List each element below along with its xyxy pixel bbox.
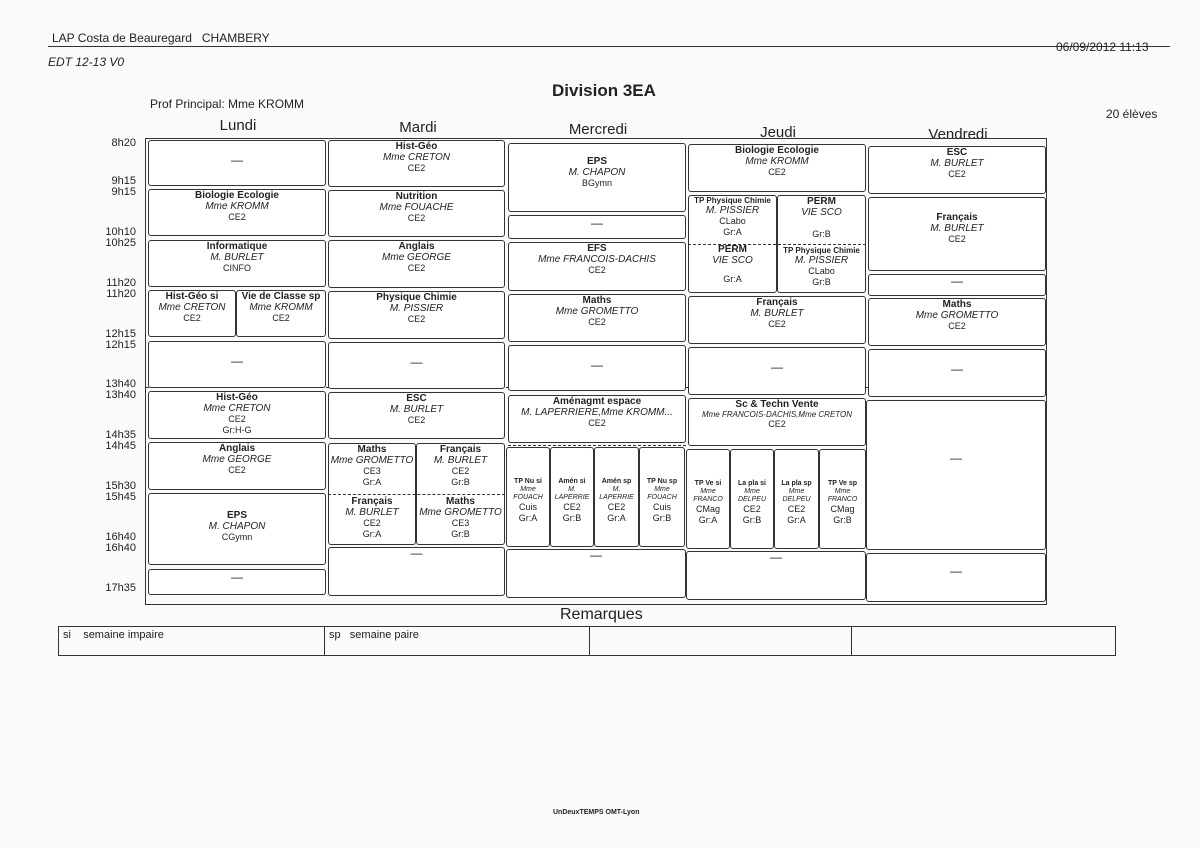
mardi-slot-empty[interactable]: — bbox=[328, 547, 505, 596]
vendredi-esc[interactable]: ESC M. BURLET CE2 bbox=[868, 146, 1046, 194]
mercredi-divider bbox=[508, 445, 686, 446]
remark-sp: sp semaine paire bbox=[325, 627, 590, 655]
remark-empty-cell bbox=[852, 627, 1115, 655]
time-label: 11h20 bbox=[106, 288, 136, 300]
vendredi-slot-empty[interactable]: — bbox=[866, 400, 1046, 550]
mardi-anglais[interactable]: Anglais Mme GEORGE CE2 bbox=[328, 240, 505, 288]
mercredi-tp-nutrition-si[interactable]: TP Nu si Mme FOUACH Cuis Gr:A bbox=[506, 447, 550, 547]
time-label: 13h40 bbox=[105, 378, 136, 390]
jeudi-francais[interactable]: Français M. BURLET CE2 bbox=[688, 296, 866, 344]
vendredi-maths[interactable]: Maths Mme GROMETTO CE2 bbox=[868, 298, 1046, 346]
jeudi-sc-techn-vente[interactable]: Sc & Techn Vente Mme FRANCOIS-DACHIS,Mme CRETON CE2 bbox=[688, 398, 866, 446]
time-label: 10h10 bbox=[105, 226, 136, 238]
time-label: 16h40 bbox=[105, 531, 136, 543]
jeudi-slot-empty[interactable]: — bbox=[688, 347, 866, 395]
time-label: 16h40 bbox=[105, 542, 136, 554]
mercredi-amen-sp[interactable]: Amén sp M. LAPERRIE CE2 Gr:A bbox=[594, 447, 639, 547]
mercredi-amenagement[interactable]: Aménagmt espace M. LAPERRIERE,Mme KROMM... CE2 bbox=[508, 395, 686, 443]
remark-si: si semaine impaire bbox=[59, 627, 325, 655]
mercredi-maths[interactable]: Maths Mme GROMETTO CE2 bbox=[508, 294, 686, 342]
vendredi-slot-empty[interactable]: — bbox=[868, 274, 1046, 296]
day-lundi: Lundi bbox=[219, 117, 257, 134]
vendredi-slot-empty[interactable]: — bbox=[868, 349, 1046, 397]
day-mercredi: Mercredi bbox=[568, 121, 628, 138]
mardi-physique-chimie[interactable]: Physique Chimie M. PISSIER CE2 bbox=[328, 291, 505, 339]
jeudi-tp-physique-gra[interactable]: TP Physique Chimie M. PISSIER CLabo Gr:A PERM VIE SCO Gr:A bbox=[688, 195, 777, 293]
time-label: 12h15 bbox=[105, 339, 136, 351]
time-label: 15h30 bbox=[105, 480, 136, 492]
time-label: 17h35 bbox=[105, 582, 136, 594]
lundi-slot-empty[interactable]: — bbox=[148, 341, 326, 388]
time-label: 15h45 bbox=[105, 491, 136, 503]
division-title: Division 3EA bbox=[552, 81, 656, 100]
mardi-francais-grb[interactable]: Français M. BURLET CE2 Gr:B Maths Mme GROMETTO CE3 Gr:B bbox=[416, 443, 505, 545]
prof-principal: Prof Principal: Mme KROMM bbox=[150, 97, 305, 111]
mardi-nutrition[interactable]: Nutrition Mme FOUACHE CE2 bbox=[328, 190, 505, 237]
mercredi-efs[interactable]: EFS Mme FRANCOIS-DACHIS CE2 bbox=[508, 242, 686, 291]
vendredi-francais[interactable]: Français M. BURLET CE2 bbox=[868, 197, 1046, 271]
mardi-period-divider bbox=[328, 494, 505, 495]
time-label: 10h25 bbox=[105, 237, 136, 249]
day-jeudi: Jeudi bbox=[760, 124, 796, 141]
lundi-biologie[interactable]: Biologie Ecologie Mme KROMM CE2 bbox=[148, 189, 326, 236]
time-label: 12h15 bbox=[105, 328, 136, 340]
lundi-slot-empty[interactable]: — bbox=[148, 569, 326, 595]
remarks-table bbox=[58, 626, 1116, 656]
jeudi-tp-vente-sp[interactable]: TP Ve sp Mme FRANCO CMag Gr:B bbox=[819, 449, 866, 549]
vendredi-slot-empty[interactable]: — bbox=[866, 553, 1046, 602]
lundi-vie-de-classe-sp[interactable]: Vie de Classe sp Mme KROMM CE2 bbox=[236, 290, 326, 337]
student-count: 20 élèves bbox=[1106, 107, 1158, 121]
print-datetime: 06/09/2012 11:13 bbox=[1056, 40, 1149, 54]
mercredi-slot-empty[interactable]: — bbox=[506, 549, 686, 598]
edt-version: EDT 12-13 V0 bbox=[48, 55, 125, 69]
lundi-histgeo-si[interactable]: Hist-Géo si Mme CRETON CE2 bbox=[148, 290, 236, 337]
mercredi-eps[interactable]: EPS M. CHAPON BGymn bbox=[508, 143, 686, 212]
remarks-title: Remarques bbox=[560, 606, 643, 623]
mardi-slot-empty[interactable]: — bbox=[328, 342, 505, 389]
jeudi-slot-empty[interactable]: — bbox=[686, 551, 866, 600]
time-label: 14h35 bbox=[105, 429, 136, 441]
day-vendredi: Vendredi bbox=[928, 126, 988, 143]
time-label: 13h40 bbox=[105, 389, 136, 401]
jeudi-tp-vente-si[interactable]: TP Ve si Mme FRANCO CMag Gr:A bbox=[686, 449, 730, 549]
header-rule bbox=[48, 46, 1170, 47]
lundi-histgeo[interactable]: Hist-Géo Mme CRETON CE2 Gr:H-G bbox=[148, 391, 326, 439]
jeudi-biologie[interactable]: Biologie Ecologie Mme KROMM CE2 bbox=[688, 144, 866, 192]
mercredi-slot-empty[interactable]: — bbox=[508, 345, 686, 391]
jeudi-perm-grb[interactable]: PERM VIE SCO Gr:B TP Physique Chimie M. PISSIER CLabo Gr:B bbox=[777, 195, 866, 293]
time-label: 9h15 bbox=[111, 175, 136, 187]
lundi-anglais[interactable]: Anglais Mme GEORGE CE2 bbox=[148, 442, 326, 490]
school-name: LAP Costa de Beauregard CHAMBERY bbox=[52, 31, 270, 45]
jeudi-period-divider bbox=[688, 244, 866, 245]
time-label: 9h15 bbox=[111, 186, 136, 198]
time-label: 8h20 bbox=[111, 137, 136, 149]
time-label: 14h45 bbox=[105, 440, 136, 452]
jeudi-la-pla-sp[interactable]: La pla sp Mme DELPEU CE2 Gr:A bbox=[774, 449, 819, 549]
mardi-maths-gra[interactable]: Maths Mme GROMETTO CE3 Gr:A Français M. BURLET CE2 Gr:A bbox=[328, 443, 416, 545]
lundi-informatique[interactable]: Informatique M. BURLET CINFO bbox=[148, 240, 326, 287]
lundi-eps[interactable]: EPS M. CHAPON CGymn bbox=[148, 493, 326, 565]
mardi-histgeo[interactable]: Hist-Géo Mme CRETON CE2 bbox=[328, 140, 505, 187]
mercredi-amen-si[interactable]: Amén si M. LAPERRIE CE2 Gr:B bbox=[550, 447, 594, 547]
mercredi-tp-nutrition-sp[interactable]: TP Nu sp Mme FOUACH Cuis Gr:B bbox=[639, 447, 685, 547]
time-label: 11h20 bbox=[106, 277, 136, 289]
footer-credit: UnDeuxTEMPS OMT-Lyon bbox=[553, 809, 640, 816]
mercredi-slot-empty[interactable]: — bbox=[508, 215, 686, 239]
mardi-esc[interactable]: ESC M. BURLET CE2 bbox=[328, 392, 505, 439]
day-mardi: Mardi bbox=[399, 119, 437, 136]
jeudi-la-pla-si[interactable]: La pla si Mme DELPEU CE2 Gr:B bbox=[730, 449, 774, 549]
remark-empty-cell bbox=[590, 627, 852, 655]
lundi-slot-empty[interactable]: — bbox=[148, 140, 326, 186]
